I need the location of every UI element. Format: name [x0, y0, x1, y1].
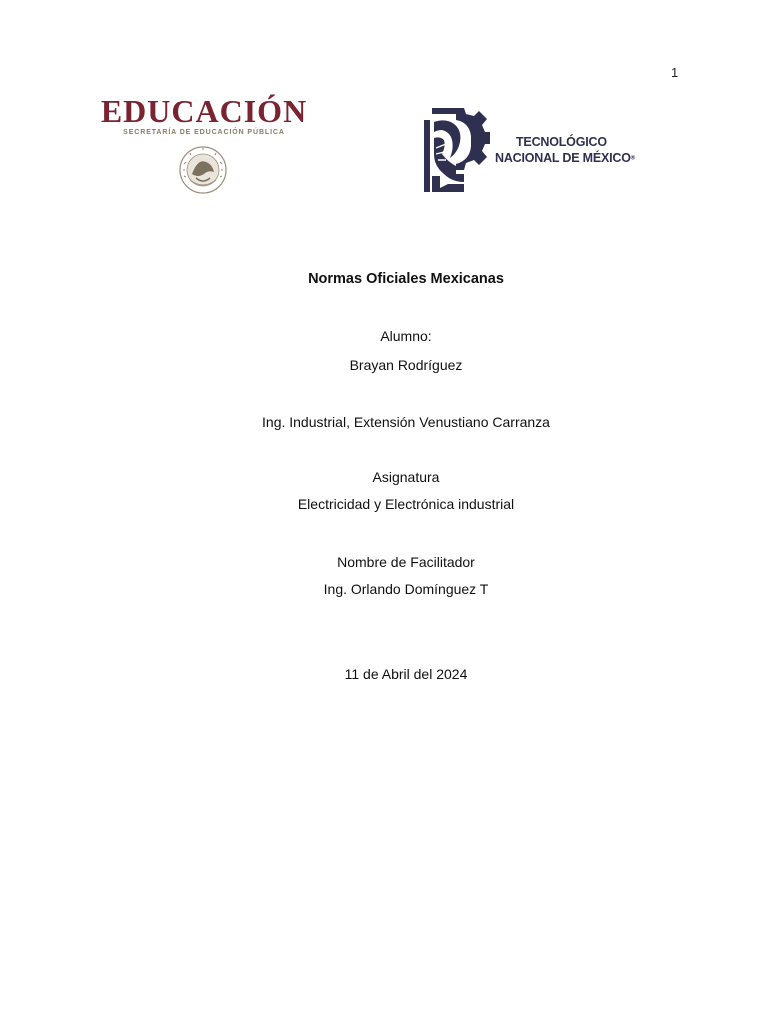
document-title: Normas Oficiales Mexicanas [308, 271, 504, 287]
tecnm-name-line2 [495, 150, 635, 167]
registered-mark: ® [630, 155, 635, 162]
document-date: 11 de Abril del 2024 [344, 666, 468, 682]
student-name: Brayan Rodríguez [349, 357, 463, 373]
tecnm-gear-eagle-emblem-icon [424, 104, 490, 192]
facilitator-name: Ing. Orlando Domínguez T [323, 581, 489, 597]
sep-subtitle: SECRETARÍA DE EDUCACIÓN PÚBLICA [123, 129, 285, 136]
subject-name: Electricidad y Electrónica industrial [297, 496, 515, 512]
facilitator-label: Nombre de Facilitador [337, 554, 475, 570]
tecnm-name-line2-text: NACIONAL DE MÉXICO [495, 151, 631, 165]
tecnm-name [495, 134, 635, 167]
subject-label: Asignatura [372, 469, 440, 485]
student-label: Alumno: [380, 328, 432, 344]
mexican-coat-of-arms-seal-icon [172, 144, 234, 194]
tecnm-logo [424, 104, 646, 194]
sep-wordmark: EDUCACIÓN [100, 93, 308, 129]
tecnm-name-line1: TECNOLÓGICO [516, 135, 607, 149]
sep-logo [90, 94, 318, 198]
page-number: 1 [671, 65, 679, 80]
program-name: Ing. Industrial, Extensión Venustiano Carranza [262, 414, 550, 430]
